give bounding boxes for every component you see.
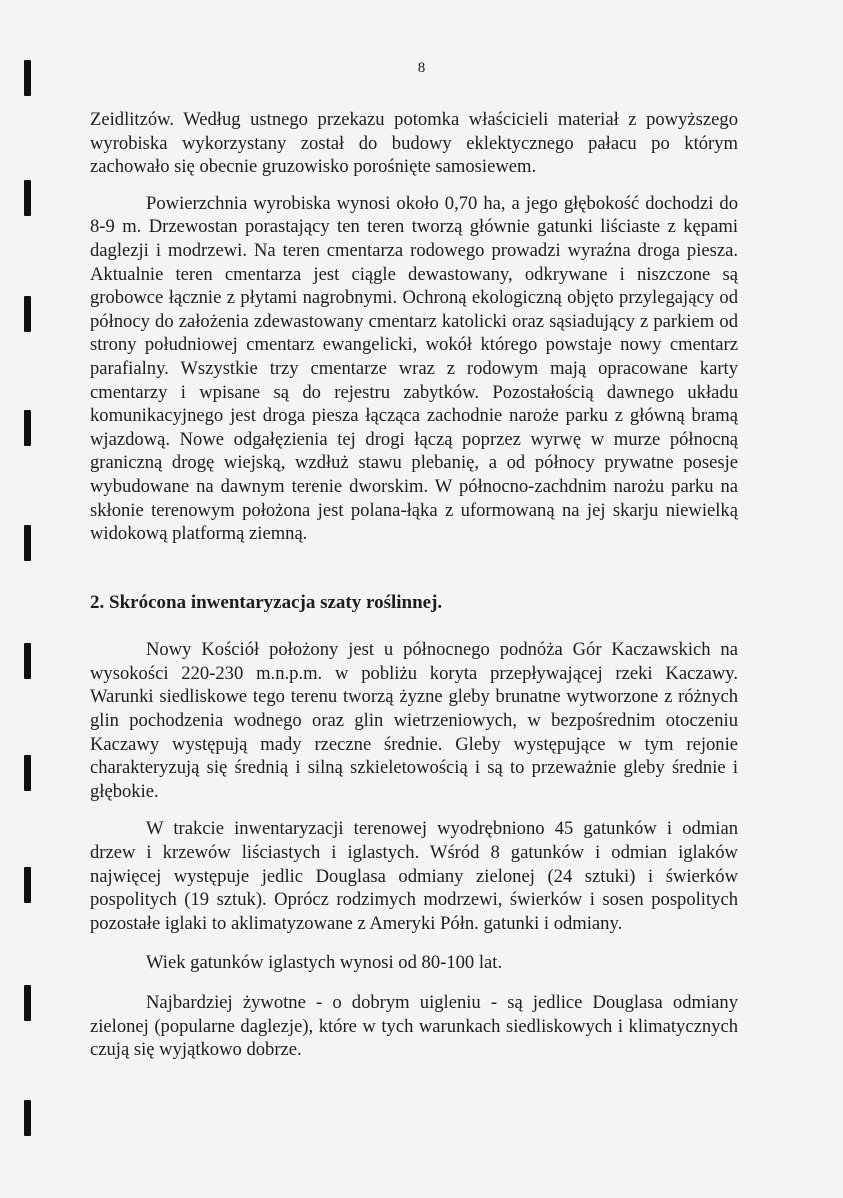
binder-hole-mark [24, 755, 31, 791]
binder-hole-mark [24, 985, 31, 1021]
paragraph-inventory: W trakcie inwentaryzacji terenowej wyodrębniono 45 gatunków i odmian drzew i krzewów liściastych i iglastych. Wśród 8 gatunków i odmian iglaków najwięcej występuje jedlic Douglasa odmiany zielonej (24 sztuki) i świerków pospolitych (19 sztuk). Oprócz rodzimych modrzewi, świerków i sosen pospolitych pozostałe iglaki to aklimatyzowane z Ameryki Półn. gatunki i odmiany. [90, 818, 738, 934]
paragraph-location: Nowy Kościół położony jest u północnego podnóża Gór Kaczawskich na wysokości 220-230 m.n.p.m. w pobliżu koryta przepływającej rzeki Kaczawy. Warunki siedliskowe tego terenu tworzą żyzne gleby brunatne wytworzone z różnych glin pochodzenia wodnego oraz glin wietrzeniowych, w bezpośrednim otoczeniu Kaczawy występują mady rzeczne średnie. Gleby występujące w tym rejonie charakteryzują się średnią i silną szkieletowością i są to przeważnie gleby średnie i głębokie. [90, 639, 738, 802]
binder-hole-mark [24, 1100, 31, 1136]
paragraph-excavation: Powierzchnia wyrobiska wynosi około 0,70 ha, a jego głębokość dochodzi do 8-9 m. Drzewostan porastający ten teren tworzą głównie gatunki liściaste z kępami daglezji i modrzewi. Na teren cmentarza rodowego prowadzi wyraźna droga piesza. Aktualnie teren cmentarza jest ciągle dewastowany, odkrywane i niszczone są grobowce łącznie z płytami nagrobnymi. Ochroną ekologiczną objęto przylegający od północy do założenia zdewastowany cmentarz katolicki oraz sąsiadujący z parkiem od strony południowej cmentarz ewangelicki, wokół którego powstaje nowy cmentarz parafialny. Wszystkie trzy cmentarze wraz z rodowym mają opracowane karty cmentarzy i wpisane są do rejestru zabytków. Pozostałością dawnego układu komunikacyjnego jest droga piesza łącząca zachodnie naroże parku z główną bramą wjazdową. Nowe odgałęzienia tej drogi łączą poprzez wyrwę w murze północną graniczną drogę wiejską, wzdłuż stawu plebanię, a od północy prywatne posesje wybudowane na dawnym terenie dworskim. W północno-zachdnim narożu parku na skłonie terenowym położona jest polana-łąka z uformowaną na jej skarju niewielką widokową platformą ziemną. [90, 192, 738, 545]
page-number: 8 [417, 60, 426, 76]
binder-hole-mark [24, 525, 31, 561]
section-heading: 2. Skrócona inwentaryzacja szaty roślinnej. [90, 591, 443, 613]
paragraph-douglas-fir: Najbardziej żywotne - o dobrym uigleniu - są jedlice Douglasa odmiany zielonej (popularne daglezje), które w tych warunkach siedliskowych i klimatycznych czują się wyjątkowo dobrze. [90, 992, 738, 1061]
paragraph-continuation: Zeidlitzów. Według ustnego przekazu potomka właścicieli materiał z powyższego wyrobiska wykorzystany został do budowy eklektycznego pałacu po którym zachowało się obecnie gruzowisko porośnięte samosiewem. [90, 109, 738, 178]
document-body [90, 108, 738, 1062]
binder-hole-mark [24, 867, 31, 903]
paragraph-age: Wiek gatunków iglastych wynosi od 80-100 lat. [146, 952, 503, 974]
binder-hole-mark [24, 296, 31, 332]
binder-hole-mark [24, 410, 31, 446]
binder-hole-mark [24, 180, 31, 216]
binder-hole-mark [24, 643, 31, 679]
